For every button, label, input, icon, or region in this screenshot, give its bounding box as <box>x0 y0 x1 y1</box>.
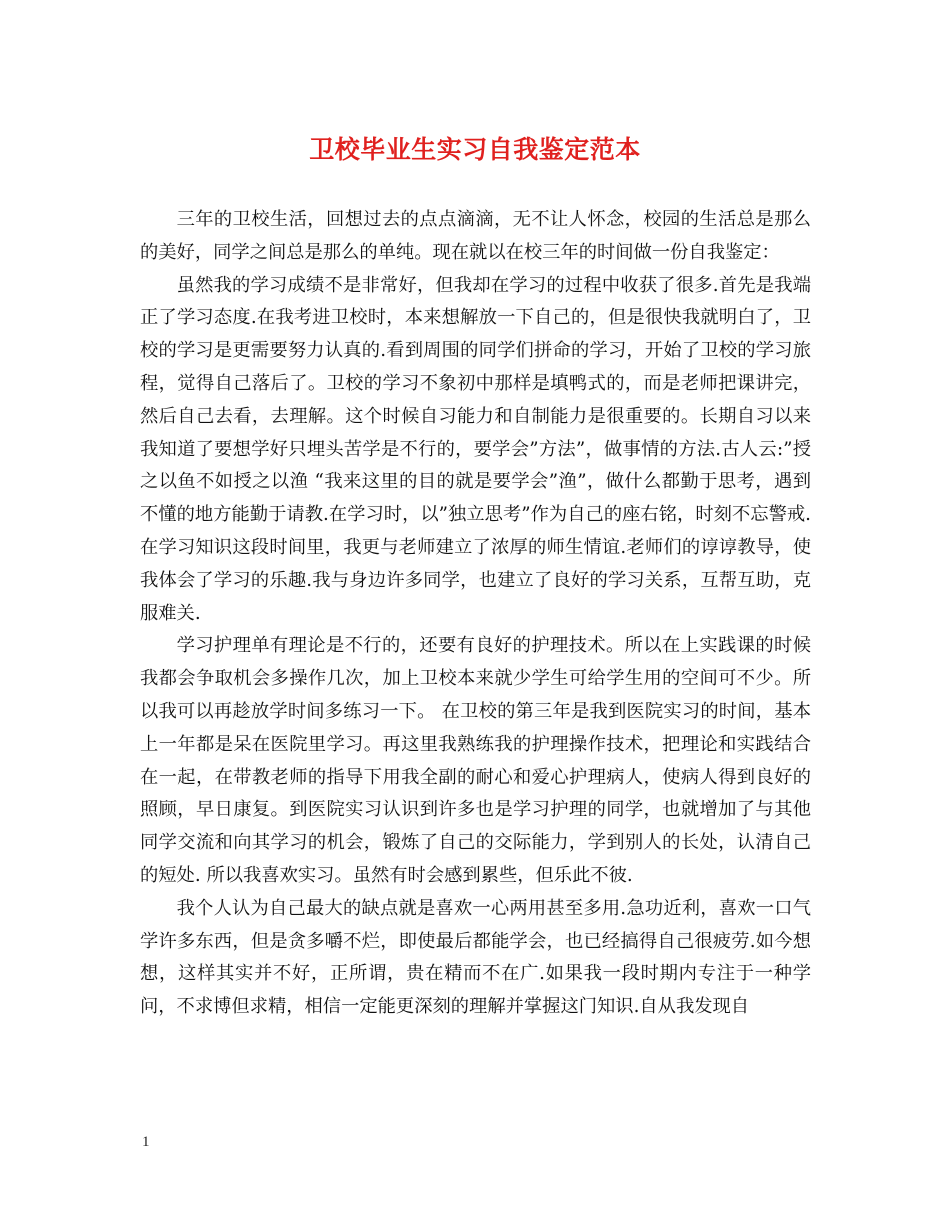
document-body <box>140 204 811 1024</box>
page-number: 1 <box>142 1134 150 1150</box>
paragraph-intro: 三年的卫校生活，回想过去的点点滴滴，无不让人怀念，校园的生活总是那么的美好，同学之间总是那么的单纯。现在就以在校三年的时间做一份自我鉴定： <box>140 209 811 263</box>
paragraph-practice: 学习护理单有理论是不行的，还要有良好的护理技术。所以在上实践课的时候我都会争取机会多操作几次，加上卫校本来就少学生可给学生用的空间可不少。所以我可以再趁放学时间多练习一下。 在卫校的第三年是我到医院实习的时间，基本上一年都是呆在医院里学习。再这里我熟练我的护理操作技术，把理论和实践结合在一起，在带教老师的指导下用我全副的耐心和爱心护理病人，使病人得到良好的照顾，早日康复。到医院实习认识到许多也是学习护理的同学，也就增加了与其他同学交流和向其学习的机会，锻炼了自己的交际能力，学到别人的长处，认清自己的短处. 所以我喜欢实习。虽然有时会感到累些，但乐此不彼. <box>140 635 811 886</box>
paragraph-study: 虽然我的学习成绩不是非常好，但我却在学习的过程中收获了很多.首先是我端正了学习态度.在我考进卫校时，本来想解放一下自己的，但是很快我就明白了，卫校的学习是更需要努力认真的.看到周围的同学们拼命的学习，开始了卫校的学习旅程，觉得自己落后了。卫校的学习不象初中那样是填鸭式的，而是老师把课讲完，然后自己去看，去理解。这个时候自习能力和自制能力是很重要的。长期自习以来我知道了要想学好只埋头苦学是不行的，要学会”方法”，做事情的方法.古人云:”授之以鱼不如授之以渔 “我来这里的目的就是要学会”渔”，做什么都勤于思考，遇到不懂的地方能勤于请教.在学习时，以”独立思考”作为自己的座右铭，时刻不忘警戒.在学习知识这段时间里，我更与老师建立了浓厚的师生情谊.老师们的谆谆教导，使我体会了学习的乐趣.我与身边许多同学，也建立了良好的学习关系，互帮互助，克服难关. <box>140 274 811 624</box>
document-title: 卫校毕业生实习自我鉴定范本 <box>309 135 641 164</box>
paragraph-shortcomings: 我个人认为自己最大的缺点就是喜欢一心两用甚至多用.急功近利，喜欢一口气学许多东西，但是贪多嚼不烂，即使最后都能学会，也已经搞得自己很疲劳.如今想想，这样其实并不好，正所谓，贵在精而不在广.如果我一段时期内专注于一种学问，不求博但求精，相信一定能更深刻的理解并掌握这门知识.自从我发现自 <box>140 897 811 1018</box>
